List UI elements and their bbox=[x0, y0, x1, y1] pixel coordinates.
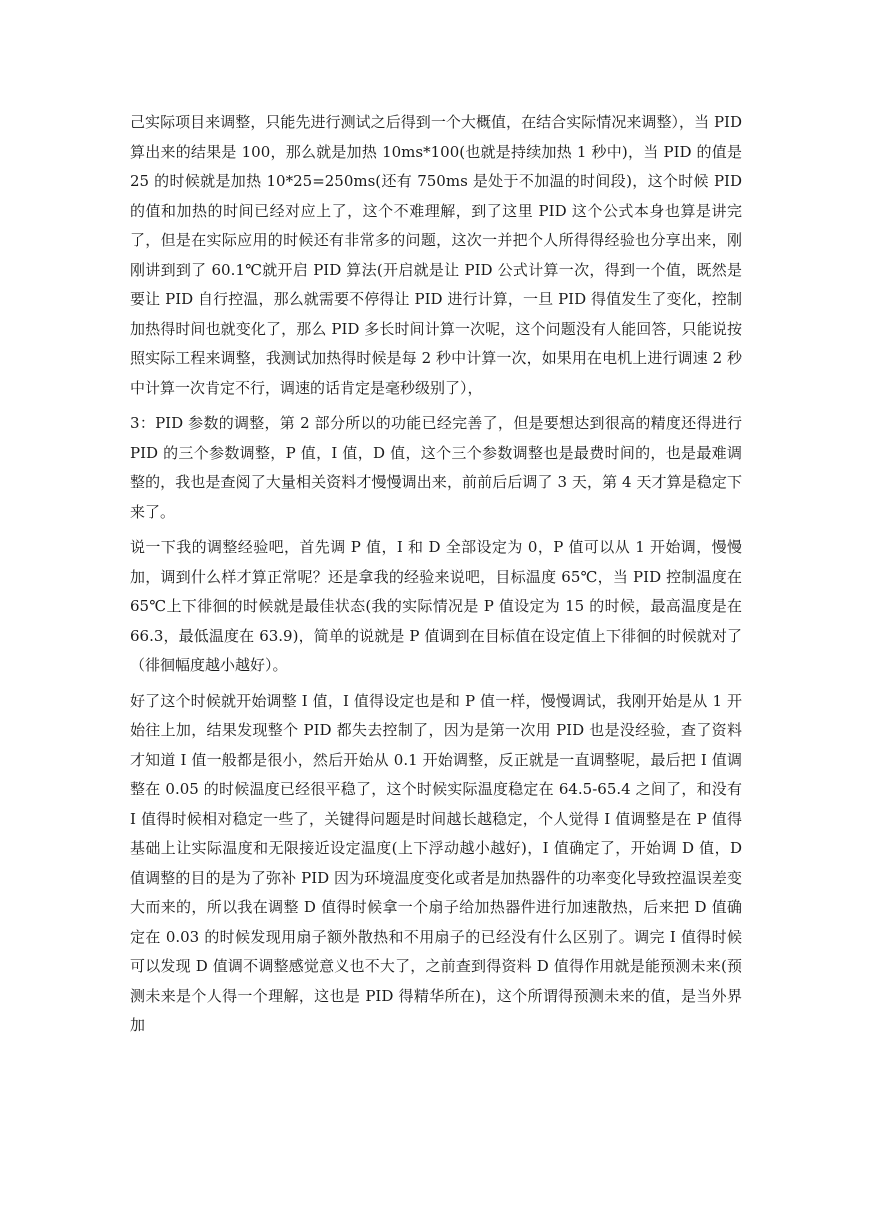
paragraph-p-value: 说一下我的调整经验吧，首先调 P 值，I 和 D 全部设定为 0，P 值可以从 1 开始调，慢慢加，调到什么样才算正常呢？还是拿我的经验来说吧，目标温度 65℃，当 PID 控制温度在 65℃上下徘徊的时候就是最佳状态(我的实际情况是 P 值设定为 15 的时候，最高温度是在 66.3，最低温度在 63.9)，简单的说就是 P 值调到在目标值在设定值上下徘徊的时候就对了（徘徊幅度越小越好）。 bbox=[130, 538, 742, 674]
paragraph-i-d-values: 好了这个时候就开始调整 I 值，I 值得设定也是和 P 值一样，慢慢调试，我刚开始是从 1 开始往上加，结果发现整个 PID 都失去控制了，因为是第一次用 PID 也是没经验，查了资料才知道 I 值一般都是很小，然后开始从 0.1 开始调整，反正就是一直调整呢，最后把 I 值调整在 0.05 的时候温度已经很平稳了，这个时候实际温度稳定在 64.5-65.4 之间了，和没有 I 值得时候相对稳定一些了，关键得问题是时间越长越稳定，个人觉得 I 值调整是在 P 值得基础上让实际温度和无限接近设定温度(上下浮动越小越好)，I 值确定了，开始调 D 值，D 值调整的目的是为了弥补 PID 因为环境温度变化或者是加热器件的功率变化导致控温误差变大而来的，所以我在调整 D 值得时候拿一个扇子给加热器件进行加速散热，后来把 D 值确定在 0.03 的时候发现用扇子额外散热和不用扇子的已经没有什么区别了。调完 I 值得时候可以发现 D 值调不调整感觉意义也不大了，之前查到得资料 D 值得作用就是能预测未来(预测未来是个人得一个理解，这也是 PID 得精华所在)，这个所谓得预测未来的值，是当外界加 bbox=[130, 691, 742, 1034]
paragraph-pid-timing: 己实际项目来调整，只能先进行测试之后得到一个大概值，在结合实际情况来调整），当 PID 算出来的结果是 100，那么就是加热 10ms*100(也就是持续加热 1 秒中)，当 PID 的值是 25 的时候就是加热 10*25=250ms(还有 750ms 是处于不加温的时间段)，这个时候 PID 的值和加热的时间已经对应上了，这个不难理解，到了这里 PID 这个公式本身也算是讲完了，但是在实际应用的时候还有非常多的问题，这次一并把个人所得得经验也分享出来，刚刚讲到到了 60.1℃就开启 PID 算法(开启就是让 PID 公式计算一次，得到一个值，既然是要让 PID 自行控温，那么就需要不停得让 PID 进行计算，一旦 PID 得值发生了变化，控制加热得时间也就变化了，那么 PID 多长时间计算一次呢，这个问题没有人能回答，只能说按照实际工程来调整，我测试加热得时候是每 2 秒中计算一次，如果用在电机上进行调速 2 秒中计算一次肯定不行，调速的话肯定是毫秒级别了）， bbox=[130, 113, 742, 397]
paragraph-parameter-tuning: 3：PID 参数的调整，第 2 部分所以的功能已经完善了，但是要想达到很高的精度还得进行 PID 的三个参数调整，P 值，I 值，D 值，这个三个参数调整也是最费时间的，也是最难调整的，我也是查阅了大量相关资料才慢慢调出来，前前后后调了 3 天，第 4 天才算是稳定下来了。 bbox=[130, 414, 742, 521]
document-body bbox=[130, 108, 742, 1047]
